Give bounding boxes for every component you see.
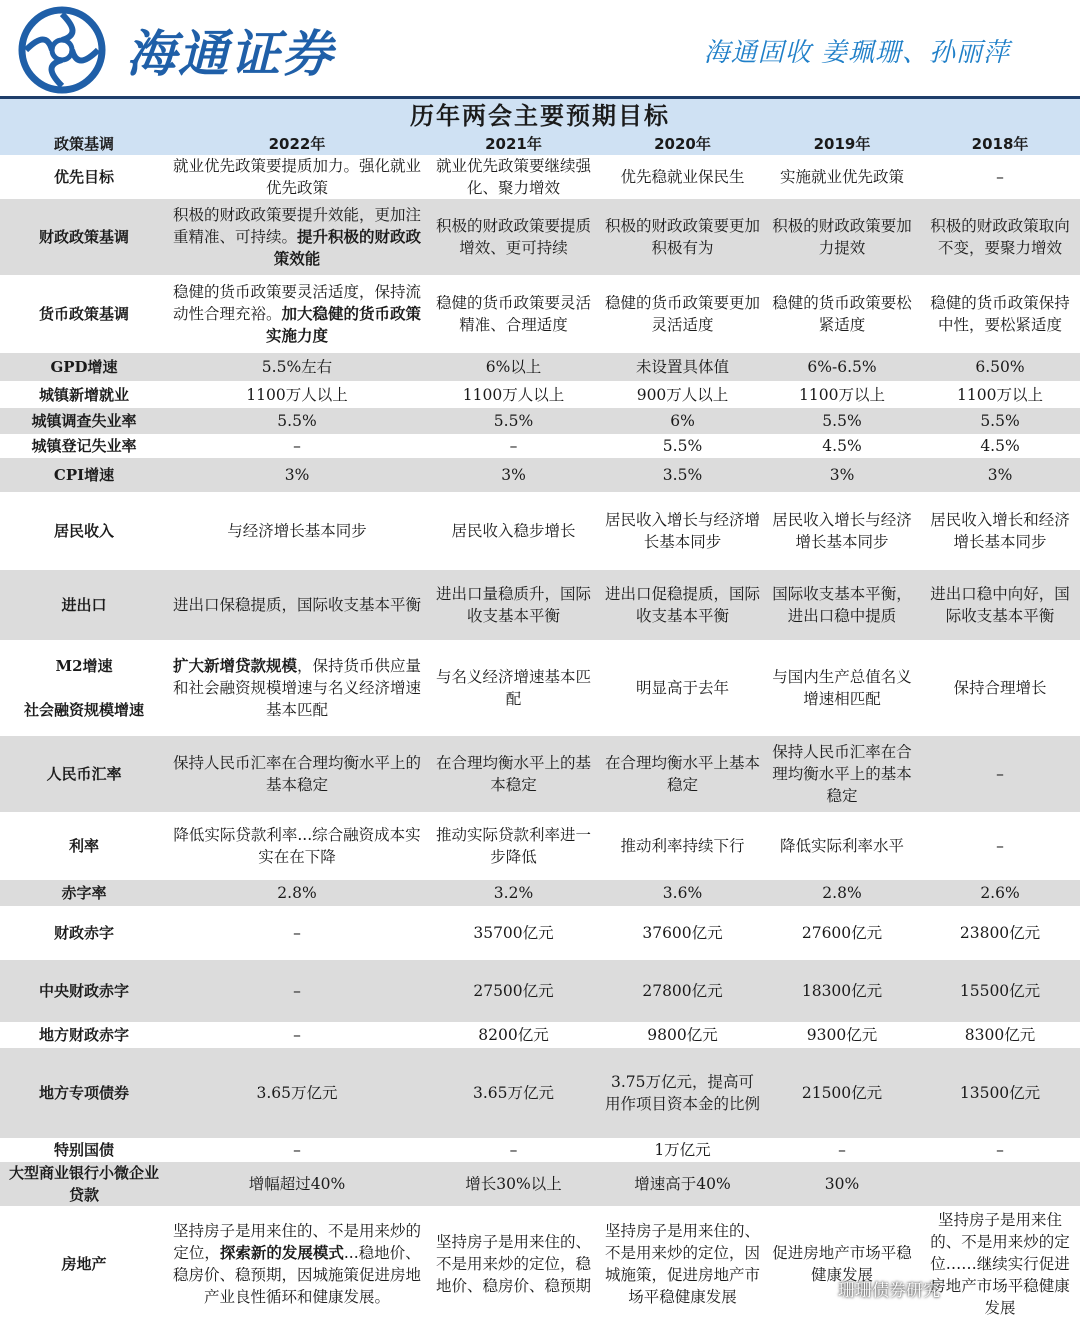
table-cell [601, 906, 764, 960]
watermark: 珊珊债券研究 [838, 1281, 940, 1301]
cell-text: 积极的财政政策要加力提效 [772, 217, 912, 257]
report-authors: 海通固收 姜珮珊、孙丽萍 [703, 38, 1010, 68]
cell-text: 进出口稳中向好，国际收支基本平衡 [930, 585, 1070, 625]
cell-text: 5.5% [662, 437, 703, 455]
cell-text: 积极的财政政策取向不变，要聚力增效 [930, 217, 1070, 257]
cell-text: – [509, 1141, 518, 1159]
cell-text: 8200亿元 [478, 1026, 549, 1044]
table-cell [601, 381, 764, 408]
column-header-year: 2021年 [426, 133, 601, 155]
table-cell [920, 353, 1080, 381]
cell-text: 稳健的货币政策要松紧适度 [772, 294, 912, 334]
row-label-text: 赤字率 [61, 884, 107, 902]
table-cell [168, 458, 426, 492]
cell-text: 15500亿元 [959, 982, 1041, 1000]
table-cell [426, 1048, 601, 1138]
row-label [0, 408, 168, 434]
cell-text: 优先稳就业保民生 [620, 168, 745, 186]
cell-text: – [293, 924, 301, 942]
cell-text: 居民收入增长与经济增长基本同步 [772, 511, 912, 551]
table-cell [920, 960, 1080, 1022]
cell-text: 在合理均衡水平上的基本稳定 [435, 754, 591, 794]
cell-text: 推动实际贷款利率进一步降低 [435, 826, 591, 866]
table-row [0, 458, 1080, 492]
column-header-year: 2018年 [920, 133, 1080, 155]
cell-text: 降低实际利率水平 [779, 837, 904, 855]
table-cell [764, 906, 920, 960]
cell-text: 积极的财政政策要提升效能，更加注重精准、可持续。 [172, 206, 421, 246]
table-cell [168, 1162, 426, 1206]
cell-text: 与名义经济增速基本匹配 [435, 668, 591, 708]
table-cell [426, 381, 601, 408]
cell-text: 4.5% [822, 437, 862, 455]
table-cell [168, 199, 426, 275]
table-cell [601, 1162, 764, 1206]
row-label-text: 居民收入 [53, 522, 114, 540]
row-label [0, 353, 168, 381]
cell-text: 3% [987, 466, 1013, 484]
cell-text: 3.65万亿元 [256, 1084, 338, 1102]
table-cell [601, 1048, 764, 1138]
row-label [0, 1162, 168, 1206]
row-label-text: CPI增速 [53, 466, 115, 484]
row-label-text: 人民币汇率 [46, 765, 122, 783]
table-cell [601, 275, 764, 353]
cell-text: 5.5% [822, 412, 862, 430]
cell-text: – [293, 437, 301, 455]
table-cell [920, 1138, 1080, 1162]
row-label-text: 城镇新增就业 [38, 385, 129, 404]
table-cell [920, 275, 1080, 353]
cell-text: 1万亿元 [654, 1141, 711, 1159]
table-cell [764, 1206, 920, 1322]
column-header-year: 2020年 [601, 133, 764, 155]
table-cell [601, 1022, 764, 1048]
table-row [0, 1206, 1080, 1322]
cell-text: 1100万人以上 [246, 385, 348, 404]
table-cell [168, 812, 426, 880]
table-cell [426, 640, 601, 736]
table-row [0, 275, 1080, 353]
table-cell [601, 812, 764, 880]
table-cell [426, 960, 601, 1022]
table-cell [601, 880, 764, 906]
table-cell [920, 1162, 1080, 1206]
table-cell [920, 736, 1080, 812]
table-cell [168, 434, 426, 458]
cell-text: 2.8% [277, 884, 317, 902]
table-cell [920, 408, 1080, 434]
cell-text: 5.5% [980, 412, 1020, 430]
row-label-text: 城镇调查失业率 [31, 412, 137, 430]
table-cell [426, 1206, 601, 1322]
table-row [0, 880, 1080, 906]
cell-text: 稳健的货币政策要更加灵活适度 [604, 294, 760, 334]
row-label-text: 财政政策基调 [38, 228, 129, 246]
table-title: 历年两会主要预期目标 [0, 99, 1080, 133]
row-label [0, 960, 168, 1022]
table-cell [426, 1162, 601, 1206]
table-cell [426, 812, 601, 880]
table-row [0, 408, 1080, 434]
cell-text: 6% [670, 412, 695, 430]
cell-text: – [293, 1141, 301, 1159]
cell-text: 就业优先政策要继续强化、聚力增效 [435, 157, 591, 197]
cell-text: 稳健的货币政策要灵活适度，保持流动性合理充裕。 [172, 283, 421, 323]
row-label-text: M2增速 [55, 657, 113, 675]
row-label [0, 155, 168, 199]
cell-text: 5.5% [493, 412, 534, 430]
cell-text: 增幅超过40% [248, 1175, 346, 1193]
cell-text: 保持人民币汇率在合理均衡水平上的基本稳定 [772, 743, 912, 805]
table-cell [920, 155, 1080, 199]
cell-emphasis: 探索新的发展模式 [219, 1243, 344, 1262]
table-cell [920, 492, 1080, 570]
cell-text: 居民收入稳步增长 [451, 522, 576, 540]
cell-text: ，保持货币供应量和社会融资规模增速与名义经济增速基本匹配 [172, 657, 422, 719]
table-cell [920, 1206, 1080, 1322]
cell-text: 与经济增长基本同步 [227, 522, 367, 540]
cell-text: 18300亿元 [801, 982, 883, 1000]
cell-text: 就业优先政策要提质加力。强化就业优先政策 [172, 157, 421, 197]
table-cell [601, 960, 764, 1022]
table-cell [601, 155, 764, 199]
cell-text: 在合理均衡水平上基本稳定 [604, 754, 760, 794]
cell-emphasis: 提升积极的财政政策效能 [273, 227, 422, 268]
row-label-text: 利率 [68, 837, 99, 855]
table-cell [764, 1048, 920, 1138]
cell-text: 37600亿元 [642, 924, 723, 942]
targets-table [0, 99, 1080, 1322]
table-cell [920, 199, 1080, 275]
cell-text: 21500亿元 [801, 1084, 883, 1102]
cell-text: 稳健的货币政策要灵活精准、合理适度 [435, 294, 591, 334]
row-label [0, 492, 168, 570]
brand-name: 海通证券 [126, 24, 334, 83]
table-cell [601, 353, 764, 381]
row-label-text: 房地产 [61, 1255, 107, 1273]
table-row [0, 1022, 1080, 1048]
row-label [0, 640, 168, 736]
cell-text: 3.65万亿元 [472, 1084, 554, 1102]
table-row [0, 381, 1080, 408]
table-row [0, 1162, 1080, 1206]
table-cell [764, 640, 920, 736]
table-cell [764, 880, 920, 906]
cell-text: 23800亿元 [959, 924, 1041, 942]
cell-text: 3% [284, 466, 310, 484]
cell-text: 推动利率持续下行 [620, 837, 745, 855]
cell-text: 降低实际贷款利率...综合融资成本实实在在下降 [173, 826, 421, 866]
table-cell [764, 736, 920, 812]
row-label-text: 优先目标 [53, 168, 114, 186]
row-label-text: GPD增速 [50, 358, 118, 376]
cell-emphasis: 扩大新增贷款规模 [172, 656, 297, 675]
cell-text: – [293, 1026, 301, 1044]
table-cell [764, 458, 920, 492]
cell-text: 居民收入增长与经济增长基本同步 [604, 511, 760, 551]
cell-text: 明显高于去年 [635, 679, 729, 697]
cell-text: 1100万人以上 [462, 385, 565, 404]
cell-text: 增速高于40% [634, 1175, 731, 1193]
table-cell [601, 640, 764, 736]
row-label-text: 大型商业银行小微企业贷款 [8, 1164, 159, 1204]
table-cell [168, 381, 426, 408]
table-row [0, 570, 1080, 640]
table-row [0, 812, 1080, 880]
table-row [0, 434, 1080, 458]
cell-text: 进出口量稳质升，国际收支基本平衡 [435, 585, 591, 625]
cell-text: 2.8% [822, 884, 862, 902]
cell-text: – [996, 1141, 1004, 1159]
cell-text: 积极的财政政策要提质增效、更可持续 [435, 217, 591, 257]
table-cell [426, 408, 601, 434]
column-header-year: 2019年 [764, 133, 920, 155]
cell-text: 3.6% [662, 884, 703, 902]
table-cell [426, 199, 601, 275]
cell-text: – [293, 982, 301, 1000]
cell-text: 9300亿元 [806, 1026, 878, 1044]
row-label [0, 1048, 168, 1138]
table-cell [764, 155, 920, 199]
cell-text: 积极的财政政策要更加积极有为 [604, 217, 760, 257]
table-cell [168, 960, 426, 1022]
row-label-text: 社会融资规模增速 [23, 701, 144, 719]
table-row [0, 1138, 1080, 1162]
cell-text: 国际收支基本平衡，进出口稳中提质 [772, 585, 912, 625]
cell-text: 坚持房子是用来住的、不是用来炒的定位，因城施策，促进房地产市场平稳健康发展 [604, 1222, 760, 1306]
cell-text: 稳健的货币政策保持中性，要松紧适度 [930, 294, 1070, 334]
table-row [0, 640, 1080, 736]
cell-text: 3.5% [662, 466, 703, 484]
cell-text: 3.2% [493, 884, 534, 902]
cell-text: 8300亿元 [964, 1026, 1036, 1044]
table-cell [168, 1022, 426, 1048]
cell-text: 增长30%以上 [465, 1175, 562, 1193]
cell-text: 坚持房子是用来住的、不是用来炒的定位……继续实行促进房地产市场平稳健康发展 [930, 1211, 1070, 1317]
column-header-policy: 政策基调 [0, 133, 168, 155]
cell-text: – [838, 1141, 846, 1159]
row-label-text: 货币政策基调 [38, 305, 129, 323]
table-cell [764, 492, 920, 570]
table-row [0, 353, 1080, 381]
cell-text: 27500亿元 [473, 982, 554, 1000]
cell-text: 1100万以上 [957, 385, 1043, 404]
table-cell [426, 906, 601, 960]
table-cell [426, 434, 601, 458]
cell-text: 2.6% [980, 884, 1020, 902]
row-label-text: 中央财政赤字 [38, 982, 129, 1000]
table-cell [920, 381, 1080, 408]
table-cell [426, 570, 601, 640]
table-row [0, 906, 1080, 960]
row-label [0, 906, 168, 960]
table-cell [426, 1138, 601, 1162]
table-cell [601, 492, 764, 570]
cell-text: 6.50% [975, 358, 1025, 376]
cell-text: 30% [824, 1175, 860, 1193]
table-cell [601, 458, 764, 492]
cell-text: 5.5%左右 [261, 358, 333, 376]
table-cell [168, 1206, 426, 1322]
cell-text: 坚持房子是用来住的、不是用来炒的定位，稳地价、稳房价、稳预期 [435, 1233, 591, 1295]
cell-text: 6%以上 [485, 358, 542, 376]
table-cell [168, 880, 426, 906]
cell-text: 9800亿元 [647, 1026, 718, 1044]
table-cell [426, 353, 601, 381]
row-label-text: 进出口 [61, 596, 107, 614]
cell-text: 3% [501, 466, 526, 484]
row-label-text: 城镇登记失业率 [31, 437, 137, 455]
table-cell [601, 1206, 764, 1322]
row-label [0, 434, 168, 458]
table-cell [764, 1138, 920, 1162]
table-cell [920, 812, 1080, 880]
row-label-text: 财政赤字 [53, 924, 114, 942]
cell-text: 5.5% [277, 412, 317, 430]
cell-text: 进出口促稳提质，国际收支基本平衡 [604, 585, 760, 625]
table-row [0, 960, 1080, 1022]
table-cell [168, 492, 426, 570]
cell-text: 坚持房子是用来住的、不是用来炒的定位， [172, 1222, 421, 1262]
table-cell [168, 570, 426, 640]
table-cell [920, 458, 1080, 492]
cell-text: 进出口保稳提质，国际收支基本平衡 [172, 596, 421, 614]
table-cell [920, 880, 1080, 906]
cell-text: – [996, 837, 1004, 855]
table-cell [764, 275, 920, 353]
table-cell [764, 353, 920, 381]
row-label [0, 736, 168, 812]
cell-text: – [509, 437, 518, 455]
table-cell [168, 1138, 426, 1162]
table-cell [168, 736, 426, 812]
table-row [0, 199, 1080, 275]
row-label [0, 381, 168, 408]
cell-text: ...稳地价、稳房价、稳预期，因城施策促进房地产业良性循环和健康发展。 [172, 1244, 421, 1306]
table-cell [426, 1022, 601, 1048]
row-label-text: 地方专项债券 [38, 1084, 129, 1102]
table-cell [920, 434, 1080, 458]
table-cell [601, 408, 764, 434]
cell-text: 27800亿元 [642, 982, 723, 1000]
table-cell [426, 275, 601, 353]
table-cell [764, 1022, 920, 1048]
cell-text: 居民收入增长和经济增长基本同步 [930, 511, 1070, 551]
cell-text: 3% [829, 466, 855, 484]
cell-text: 保持人民币汇率在合理均衡水平上的基本稳定 [172, 754, 421, 794]
cell-text: – [996, 168, 1004, 186]
cell-text: 1100万以上 [799, 385, 885, 404]
table-cell [764, 1162, 920, 1206]
table-cell [601, 199, 764, 275]
table-cell [764, 381, 920, 408]
row-label [0, 458, 168, 492]
table-cell [168, 353, 426, 381]
table-cell [426, 458, 601, 492]
cell-text: 实施就业优先政策 [779, 168, 904, 186]
table-row [0, 1048, 1080, 1138]
table-cell [168, 408, 426, 434]
table-cell [426, 155, 601, 199]
cell-text: 900万人以上 [636, 385, 729, 404]
row-label [0, 1022, 168, 1048]
table-cell [168, 155, 426, 199]
cell-text: 4.5% [980, 437, 1020, 455]
cell-text: 13500亿元 [959, 1084, 1041, 1102]
table-cell [601, 570, 764, 640]
table-cell [764, 960, 920, 1022]
row-label [0, 880, 168, 906]
table-cell [426, 880, 601, 906]
table-cell [426, 736, 601, 812]
row-label [0, 199, 168, 275]
column-header-year: 2022年 [168, 133, 426, 155]
table-cell [601, 736, 764, 812]
cell-text: 3.75万亿元，提高可用作项目资本金的比例 [604, 1073, 760, 1113]
table-cell [426, 492, 601, 570]
row-label [0, 275, 168, 353]
table-cell [920, 1048, 1080, 1138]
table-cell [764, 408, 920, 434]
cell-text: 保持合理增长 [953, 679, 1047, 697]
table-cell [920, 1022, 1080, 1048]
row-label [0, 570, 168, 640]
haitong-logo-icon [16, 6, 108, 94]
table-cell [168, 1048, 426, 1138]
table-cell [168, 906, 426, 960]
table-cell [920, 906, 1080, 960]
table-cell [764, 570, 920, 640]
row-label [0, 1138, 168, 1162]
table-row [0, 492, 1080, 570]
table-cell [764, 812, 920, 880]
table-cell [920, 570, 1080, 640]
table-cell [168, 275, 426, 353]
table-cell [601, 434, 764, 458]
cell-text: 35700亿元 [473, 924, 554, 942]
cell-text: 未设置具体值 [635, 358, 729, 376]
cell-text: 与国内生产总值名义增速相匹配 [772, 668, 912, 708]
cell-text: – [996, 765, 1004, 783]
table-cell [168, 640, 426, 736]
cell-text: 6%-6.5% [807, 358, 877, 376]
table-row [0, 155, 1080, 199]
table-cell [601, 1138, 764, 1162]
row-label [0, 812, 168, 880]
report-header [0, 0, 1080, 96]
table-cell [764, 199, 920, 275]
table-cell [920, 640, 1080, 736]
row-label [0, 1206, 168, 1322]
row-label-text: 特别国债 [53, 1141, 114, 1159]
cell-text: 27600亿元 [801, 924, 883, 942]
cell-emphasis: 加大稳健的货币政策实施力度 [265, 304, 422, 345]
table-row [0, 736, 1080, 812]
row-label-text: 地方财政赤字 [38, 1026, 129, 1044]
cell-text: 促进房地产市场平稳健康发展 [772, 1244, 912, 1284]
table-cell [764, 434, 920, 458]
